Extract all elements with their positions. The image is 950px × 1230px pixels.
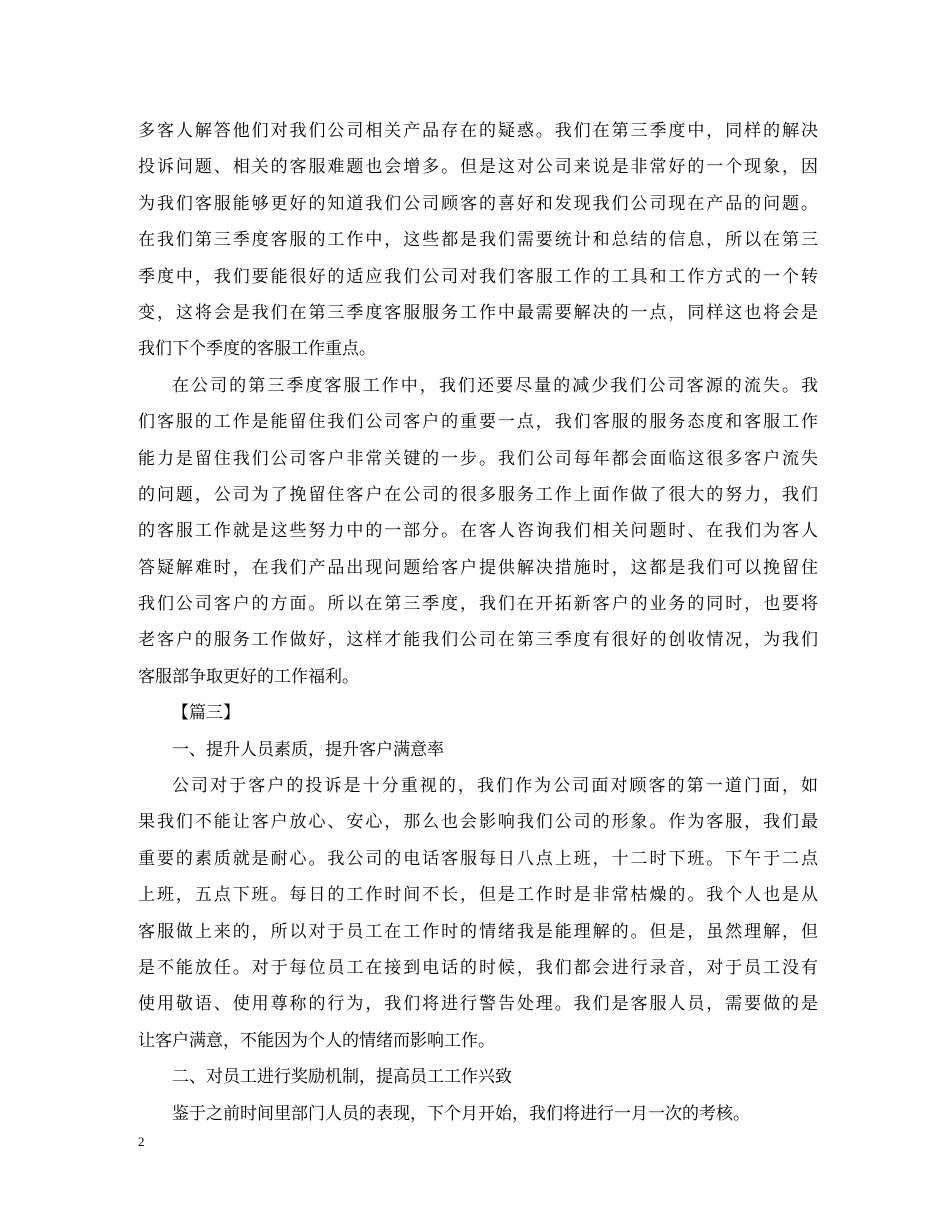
text-line: 上班，五点下班。每日的工作时间不长，但是工作时是非常枯燥的。我个人也是从	[138, 885, 818, 906]
text-line: 们客服的工作是能留住我们公司客户的重要一点，我们客服的服务态度和客服工作	[138, 412, 818, 433]
document-body	[138, 113, 818, 1132]
text-line: 是不能放任。对于每位员工在接到电话的时候，我们都会进行录音，对于员工没有	[138, 957, 818, 978]
text-line: 季度中，我们要能很好的适应我们公司对我们客服工作的工具和工作方式的一个转	[138, 266, 818, 287]
text-line: 重要的素质就是耐心。我公司的电话客服每日八点上班，十二时下班。下午于二点	[138, 848, 818, 869]
text-line: 在公司的第三季度客服工作中，我们还要尽量的减少我们公司客源的流失。我	[172, 375, 818, 396]
text-line: 变，这将会是我们在第三季度客服服务工作中最需要解决的一点，同样这也将会是	[138, 302, 818, 323]
text-line: 老客户的服务工作做好，这样才能我们公司在第三季度有很好的创收情况，为我们	[138, 630, 818, 651]
text-line: 鉴于之前时间里部门人员的表现，下个月开始，我们将进行一月一次的考核。	[172, 1103, 750, 1124]
text-line: 我们公司客户的方面。所以在第三季度，我们在开拓新客户的业务的同时，也要将	[138, 594, 818, 615]
text-line: 使用敬语、使用尊称的行为，我们将进行警告处理。我们是客服人员，需要做的是	[138, 994, 818, 1015]
text-line: 果我们不能让客户放心、安心，那么也会影响我们公司的形象。作为客服，我们最	[138, 812, 818, 833]
text-line: 多客人解答他们对我们公司相关产品存在的疑惑。我们在第三季度中，同样的解决	[138, 121, 818, 141]
text-line: 答疑解难时，在我们产品出现问题给客户提供解决措施时，这都是我们可以挽留住	[138, 557, 818, 578]
text-line: 我们下个季度的客服工作重点。	[138, 339, 376, 360]
text-line: 公司对于客户的投诉是十分重视的，我们作为公司面对顾客的第一道门面，如	[172, 776, 818, 797]
text-line: 让客户满意，不能因为个人的情绪而影响工作。	[138, 1030, 495, 1051]
text-line: 在我们第三季度客服的工作中，这些都是我们需要统计和总结的信息，所以在第三	[138, 230, 818, 251]
text-line: 投诉问题、相关的客服难题也会增多。但是这对公司来说是非常好的一个现象，因	[138, 157, 818, 178]
text-line: 客服做上来的，所以对于员工在工作时的情绪我是能理解的。但是，虽然理解，但	[138, 921, 818, 942]
text-line: 二、对员工进行奖励机制，提高员工工作兴致	[172, 1067, 512, 1088]
text-line: 能力是留住我们公司客户非常关键的一步。我们公司每年都会面临这很多客户流失	[138, 448, 818, 469]
text-line: 【篇三】	[172, 703, 240, 724]
text-line: 一、提升人员素质，提升客户满意率	[172, 739, 444, 760]
text-line: 为我们客服能够更好的知道我们公司顾客的喜好和发现我们公司现在产品的问题。	[138, 193, 818, 214]
text-line: 的问题，公司为了挽留住客户在公司的很多服务工作上面作做了很大的努力，我们	[138, 484, 818, 505]
page-number: 2	[138, 1134, 145, 1149]
text-line: 客服部争取更好的工作福利。	[138, 666, 359, 687]
text-line: 的客服工作就是这些努力中的一部分。在客人咨询我们相关问题时、在我们为客人	[138, 521, 818, 542]
